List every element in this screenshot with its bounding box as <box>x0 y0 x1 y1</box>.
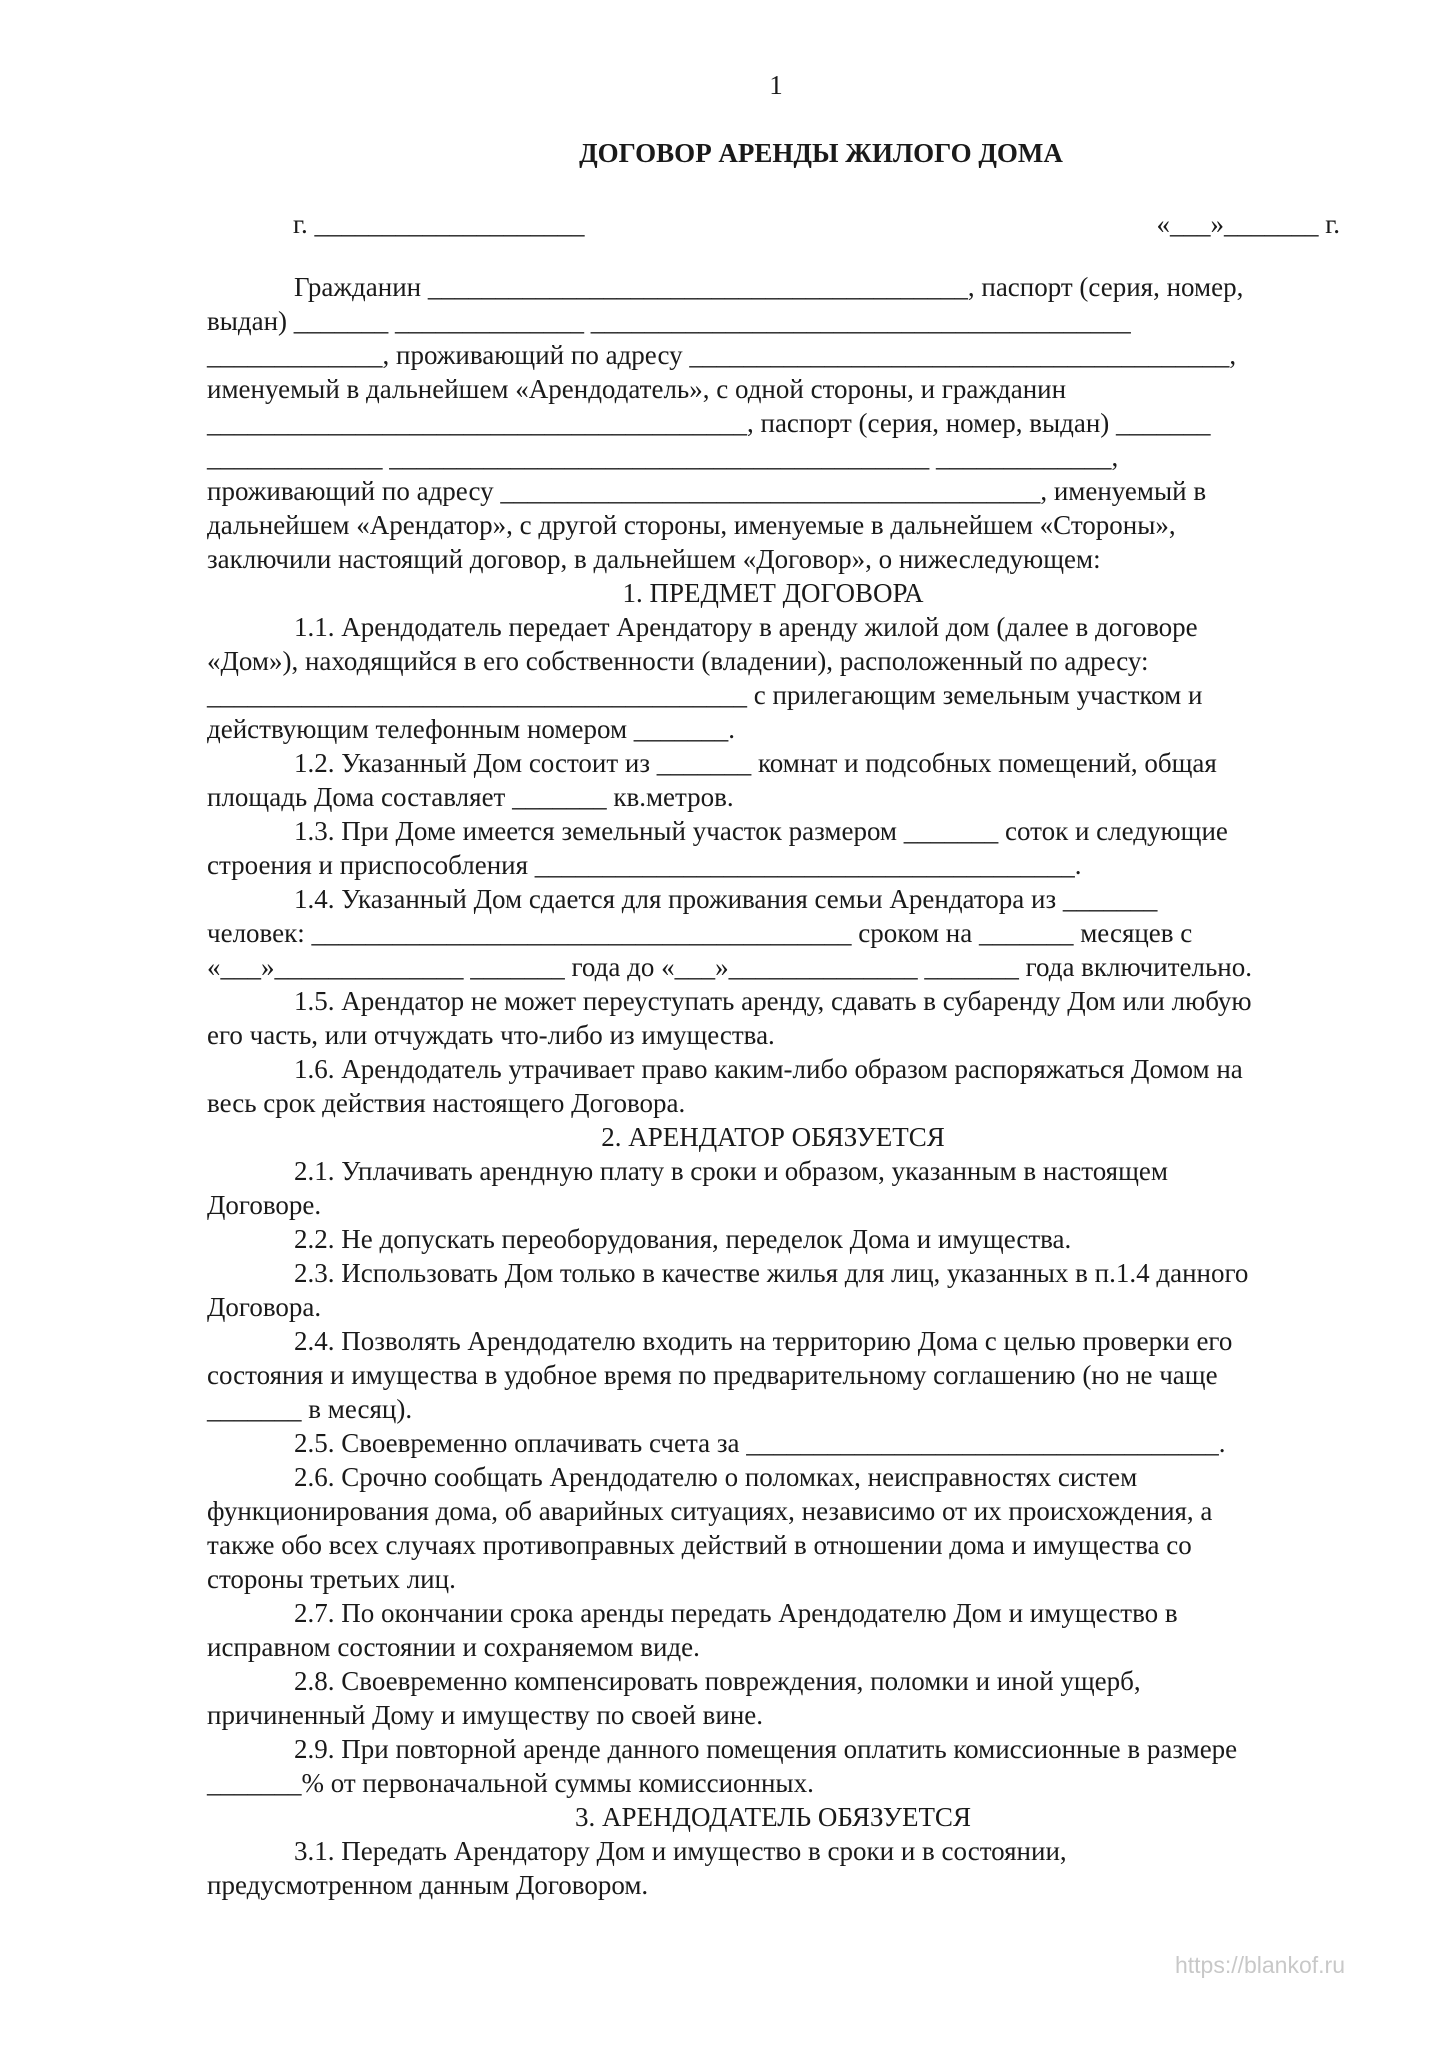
clause-2-3: 2.3. Использовать Дом только в качестве жилья для лиц, указанных в п.1.4 данного Договора. <box>207 1258 1249 1322</box>
clause-2-7: 2.7. По окончании срока аренды передать Арендодателю Дом и имущество в исправном состоянии и сохраняемом виде. <box>207 1598 1178 1662</box>
intro-line: именуемый в дальнейшем «Арендодатель», с одной стороны, и гражданин <box>207 374 1067 404</box>
section-3-heading: 3. АРЕНДОДАТЕЛЬ ОБЯЗУЕТСЯ <box>575 1802 971 1832</box>
clause-2-6: 2.6. Срочно сообщать Арендодателю о поломках, неисправностях систем функционирования дома, об аварийных ситуациях, независимо от их происхождения, а также обо всех случаях противоправных действий в отношении дома и имущества со стороны третьих лиц. <box>207 1462 1213 1594</box>
source-watermark: https://blankof.ru <box>1174 1952 1345 1978</box>
intro-line: _____________ ________________________________________ _____________, <box>207 442 1119 472</box>
clause-2-5: 2.5. Своевременно оплачивать счета за ___________________________________. <box>294 1428 1226 1458</box>
document-title: ДОГОВОР АРЕНДЫ ЖИЛОГО ДОМА <box>579 138 1063 168</box>
intro-line: Гражданин ________________________________________, паспорт (серия, номер, <box>294 272 1244 302</box>
intro-line: выдан) _______ ______________ ________________________________________ <box>207 306 1131 336</box>
clause-2-2: 2.2. Не допускать переоборудования, переделок Дома и имущества. <box>294 1224 1072 1254</box>
intro-line: проживающий по адресу ________________________________________, именуемый в <box>207 476 1207 506</box>
clause-1-6: 1.6. Арендодатель утрачивает право каким-либо образом распоряжаться Домом на весь срок действия настоящего Договора. <box>207 1054 1243 1118</box>
section-2-heading: 2. АРЕНДАТОР ОБЯЗУЕТСЯ <box>601 1122 945 1152</box>
clause-1-4: 1.4. Указанный Дом сдается для проживания семьи Арендатора из _______ человек: ________________________________________ сроком на _______ месяцев с «___»______________ _______ года до «___»______________ _______ года включительно. <box>207 884 1252 982</box>
clause-1-5: 1.5. Арендатор не может переуступать аренду, сдавать в субаренду Дом или любую его часть, или отчуждать что-либо из имущества. <box>207 986 1252 1050</box>
intro-line: _____________, проживающий по адресу ________________________________________, <box>207 340 1237 370</box>
clause-3-1: 3.1. Передать Арендатору Дом и имущество в сроки и в состоянии, предусмотренном данным Договором. <box>207 1836 1067 1900</box>
section-1-heading: 1. ПРЕДМЕТ ДОГОВОРА <box>622 578 924 608</box>
city-field-line: г. ____________________ <box>293 209 585 239</box>
document-body <box>207 270 1339 1902</box>
clause-2-1: 2.1. Уплачивать арендную плату в сроки и образом, указанным в настоящем Договоре. <box>207 1156 1168 1220</box>
date-field-line: «___»_______ г. <box>1156 209 1340 239</box>
clause-2-9: 2.9. При повторной аренде данного помещения оплатить комиссионные в размере _______% от первоначальной суммы комиссионных. <box>207 1734 1238 1798</box>
clause-1-3: 1.3. При Доме имеется земельный участок размером _______ соток и следующие строения и приспособления ________________________________________. <box>207 816 1228 880</box>
clause-2-8: 2.8. Своевременно компенсировать повреждения, поломки и иной ущерб, причиненный Дому и имуществу по своей вине. <box>207 1666 1141 1730</box>
intro-paragraph <box>207 270 1339 576</box>
clause-1-1: 1.1. Арендодатель передает Арендатору в аренду жилой дом (далее в договоре «Дом»), находящийся в его собственности (владении), расположенный по адресу: ________________________________________ с прилегающим земельным участком и действующим телефонным номером _______. <box>207 612 1203 744</box>
clause-2-4: 2.4. Позволять Арендодателю входить на территорию Дома с целью проверки его состояния и имущества в удобное время по предварительному соглашению (но не чаще _______ в месяц). <box>207 1326 1233 1424</box>
intro-line: дальнейшем «Арендатор», с другой стороны, именуемые в дальнейшем «Стороны», <box>207 510 1176 540</box>
intro-line: заключили настоящий договор, в дальнейшем «Договор», о нижеследующем: <box>207 544 1101 574</box>
clause-1-2: 1.2. Указанный Дом состоит из _______ комнат и подсобных помещений, общая площадь Дома составляет _______ кв.метров. <box>207 748 1217 812</box>
page-number: 1 <box>769 70 783 100</box>
intro-line: ________________________________________, паспорт (серия, номер, выдан) _______ <box>207 408 1211 438</box>
